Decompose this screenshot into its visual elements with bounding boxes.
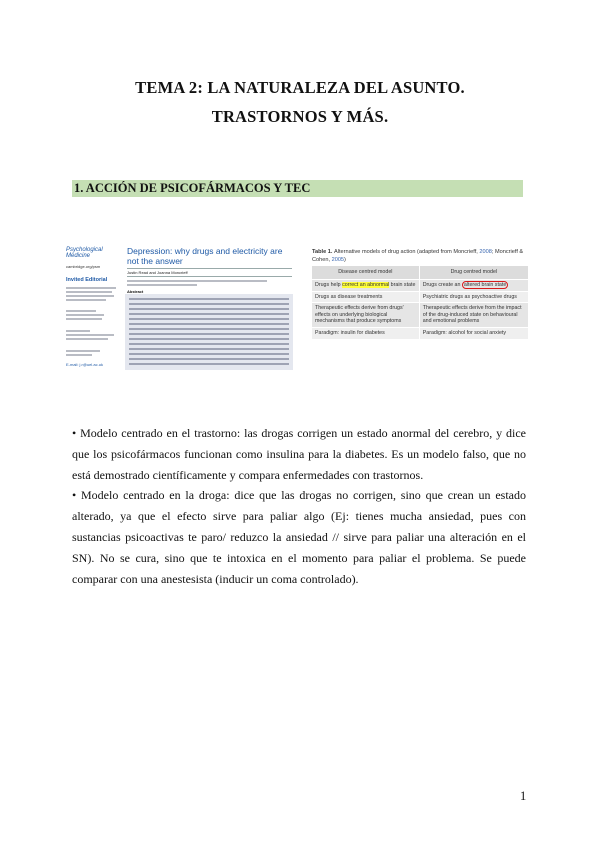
article-abstract-box	[125, 294, 293, 370]
article-type: Invited Editorial	[66, 277, 108, 283]
page-title-line-2: TRASTORNOS Y MÁS.	[211, 107, 389, 126]
article-email: E-mail: j.r@uel.ac.uk	[66, 362, 103, 367]
article-journal-url: cambridge.org/psm	[66, 264, 101, 269]
table-header-row	[312, 266, 528, 280]
article-abstract-heading: Abstract	[127, 289, 144, 294]
article-meta-line	[66, 338, 108, 340]
table-cell: Paradigm: alcohol for social anxiety	[419, 327, 528, 338]
table-cell: Therapeutic effects derive from the impact of the drug-induced state on behavioural and emotional problems	[419, 303, 528, 328]
drug-models-table	[312, 266, 528, 339]
table-col-header: Disease centred model	[312, 266, 419, 280]
article-screenshot	[66, 240, 292, 370]
article-meta-line	[66, 354, 92, 356]
page-number: 1	[520, 789, 527, 803]
table-row	[312, 291, 528, 303]
table-cell: Drugs as disease treatments	[312, 291, 419, 303]
page-title-line-1: TEMA 2: LA NATURALEZA DEL ASUNTO.	[135, 78, 465, 97]
article-sidebar	[66, 240, 118, 370]
article-meta-line	[66, 310, 96, 312]
article-affiliation-line	[127, 284, 197, 286]
article-meta-line	[66, 287, 116, 289]
article-title: Depression: why drugs and electricity are not the answer	[127, 246, 283, 266]
table-cell: Drugs create an altered brain state	[419, 280, 528, 292]
table-row	[312, 327, 528, 338]
article-divider	[127, 276, 292, 277]
article-meta-line	[66, 350, 100, 352]
article-journal: Psychological Medicine	[66, 247, 103, 259]
section-heading-bar	[72, 180, 523, 197]
table-row	[312, 280, 528, 292]
table-caption: Table 1. Alternative models of drug action (adapted from Moncrieff, 2008; Moncrieff & Cohen, 2005)	[312, 249, 524, 263]
article-meta-line	[66, 295, 114, 297]
article-meta-line	[66, 318, 102, 320]
article-meta-line	[66, 291, 112, 293]
table-row	[312, 303, 528, 328]
table-cell: Therapeutic effects derive from drugs' effects on underlying biological mechanisms that produce symptoms	[312, 303, 419, 328]
article-authors: Justin Read and Joanna Moncrieff	[127, 270, 188, 275]
table-cell: Drugs help correct an abnormal brain state	[312, 280, 419, 292]
article-meta-line	[66, 330, 90, 332]
article-meta-line	[66, 334, 114, 336]
paragraph-disease-model: • Modelo centrado en el trastorno: las drogas corrigen un estado anormal del cerebro, y dice que los psicofármacos funcionan como insulina para la diabetes. Es un modelo falso, que no está demostrado científicamente y compara enfermedades con trastornos.	[72, 426, 526, 482]
table-cell: Psychiatric drugs as psychoactive drugs	[419, 291, 528, 303]
article-affiliation-line	[127, 280, 267, 282]
section-heading: 1. ACCIÓN DE PSICOFÁRMACOS Y TEC	[74, 181, 311, 195]
table-cell: Paradigm: insulin for diabetes	[312, 327, 419, 338]
circled-text: altered brain state	[463, 282, 507, 288]
highlighted-text: correct an abnormal	[342, 282, 390, 288]
drug-models-table-image	[312, 249, 528, 373]
article-divider	[127, 268, 292, 269]
article-meta-line	[66, 299, 106, 301]
table-col-header: Drug centred model	[419, 266, 528, 280]
paragraph-drug-model: • Modelo centrado en la droga: dice que las drogas no corrigen, sino que crean un estado alterado, ya que el efecto sirve para paliar algo (Ej: tienes mucha ansiedad, pues con sustancias psicoactivas te paro/ reduzco la ansiedad // sirve para paliar una alteración en el SN). No se cura, sino que te intoxica en el momento para paliar el problema. Se puede comparar con una anestesista (inducir un coma controlado).	[72, 488, 526, 586]
article-meta-line	[66, 314, 104, 316]
